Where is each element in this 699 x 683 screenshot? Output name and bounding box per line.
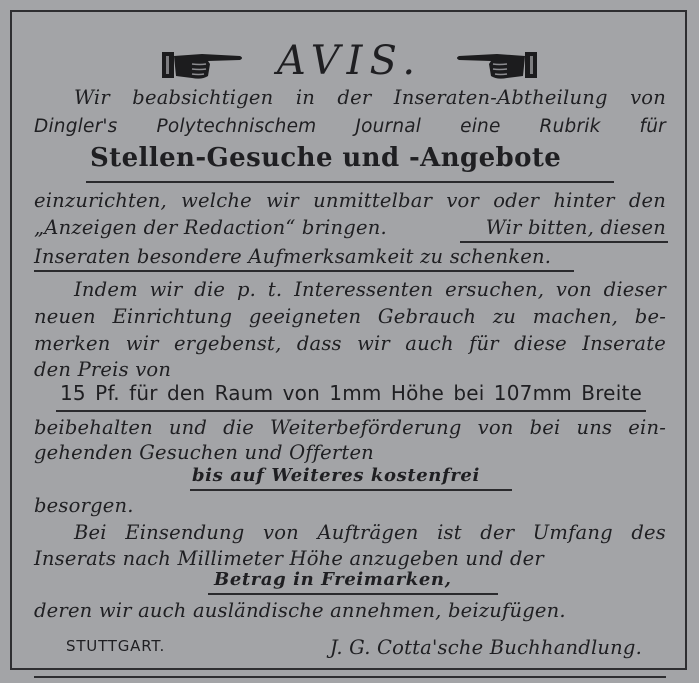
text-line-8: neuen Einrichtung geeigneten Gebrauch zu machen, be- xyxy=(34,305,666,328)
text-line-10: den Preis von xyxy=(34,358,172,381)
text-line-7: Indem wir die p. t. Interessenten ersuchen, von dieser xyxy=(74,278,666,301)
text-line-12: beibehalten und die Weiterbeförderung von bei uns ein- xyxy=(34,416,666,439)
place-label: STUTTGART. xyxy=(66,637,166,655)
price-underline xyxy=(56,410,646,412)
stellen-heading: Stellen-Gesuche und -Angebote xyxy=(90,143,562,173)
notice-title: AVIS. xyxy=(276,38,423,84)
price-line: 15 Pf. für den Raum von 1mm Höhe bei 107mm Breite xyxy=(60,381,642,405)
text-line-5: „Anzeigen der Redaction“ bringen. xyxy=(34,216,387,239)
text-line-13: gehenden Gesuchen und Offerten xyxy=(34,441,374,464)
stellen-heading-underline xyxy=(86,181,614,183)
text-line-4: einzurichten, welche wir unmittelbar vor oder hinter den xyxy=(34,189,666,212)
text-line-17: Inserats nach Millimeter Höhe anzugeben und der xyxy=(34,547,544,570)
text-line-1: Wir beabsichtigen in der Inseraten-Abtheilung von xyxy=(74,86,666,109)
publisher-label: J. G. Cotta'sche Buchhandlung. xyxy=(329,636,642,659)
underline-inseraten xyxy=(34,270,574,272)
freimarken-heading: Betrag in Freimarken, xyxy=(214,569,452,590)
underline-wir-bitten xyxy=(460,241,668,243)
text-line-2: Dingler's Polytechnischem Journal eine Rubrik für xyxy=(34,116,666,137)
freimarken-underline xyxy=(208,593,498,595)
text-line-9: merken wir ergebenst, dass wir auch für diese Inserate xyxy=(34,332,666,355)
text-line-6: Inseraten besondere Aufmerksamkeit zu schenken. xyxy=(34,245,552,268)
kostenfrei-heading: bis auf Weiteres kostenfrei xyxy=(192,465,480,486)
text-line-16: Bei Einsendung von Aufträgen ist der Umfang des xyxy=(74,521,666,544)
text-line-19: deren wir auch ausländische annehmen, beizufügen. xyxy=(34,599,566,622)
kostenfrei-underline xyxy=(190,489,512,491)
bottom-rule xyxy=(34,676,666,678)
text-line-5b: Wir bitten, diesen xyxy=(485,216,666,239)
text-line-15: besorgen. xyxy=(34,494,134,517)
